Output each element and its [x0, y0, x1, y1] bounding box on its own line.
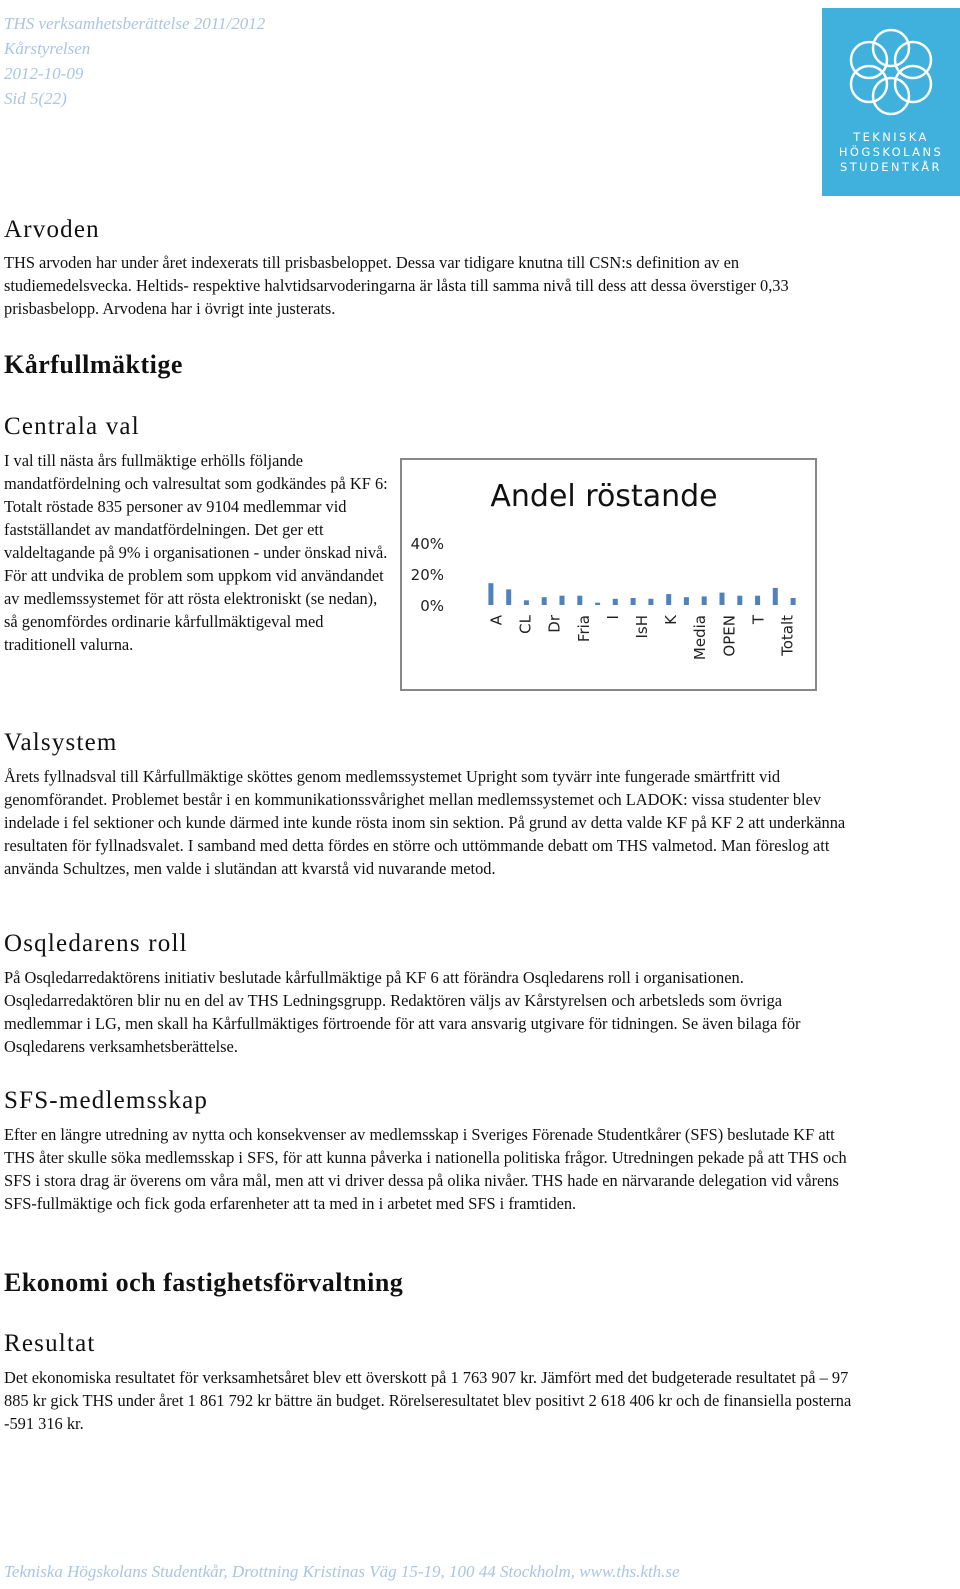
chart-canvas: [402, 460, 815, 689]
paragraph-arvoden: THS arvoden har under året indexerats till prisbasbeloppet. Dessa var tidigare knutna till CSN:s definition av en studiemedelsvecka. Heltids- respektive halvtidsarvoderingarna är låsta till samma nivå till dess att dessa överstiger 0,33 prisbasbelopp. Arvodena har i övrigt inte justerats.: [4, 253, 789, 318]
chart-title: Andel röstande: [490, 479, 718, 514]
bar: [702, 596, 707, 605]
ths-logo: [822, 8, 960, 196]
y-tick-label: 0%: [420, 597, 444, 615]
category-label: Fria: [574, 615, 593, 643]
bar: [720, 593, 725, 605]
bar: [542, 597, 547, 605]
heading-ekonomi: Ekonomi och fastighetsförvaltning: [4, 1268, 404, 1297]
category-label: IsH: [633, 615, 651, 639]
heading-centrala-val: Centrala val: [4, 413, 140, 440]
paragraph-sfs: Efter en längre utredning av nytta och konsekvenser av medlemsskap i Sveriges Förenade Studentkårer (SFS) beslutade KF att THS åter skulle söka medlemsskap i SFS, för att kunna påverka i nationella politiska frågor. Utredningen pekade på att THS och SFS i stora drag är överens om våra mål, men att vi driver dessa på olika nivåer. THS hade en närvarande delegation vid vårens SFS-fullmäktige och fick goda erfarenheter att ta med in i arbetet med SFS i framtiden.: [4, 1125, 847, 1213]
page-number: Sid 5(22): [4, 89, 67, 108]
document-header: [4, 11, 265, 111]
logo-line: HÖGSKOLANS: [838, 145, 944, 159]
heading-arvoden: Arvoden: [4, 216, 100, 243]
bar: [737, 596, 742, 605]
heading-valsystem: Valsystem: [4, 729, 118, 756]
category-label: OPEN: [720, 615, 739, 657]
paragraph-valsystem: Årets fyllnadsval till Kårfullmäktige sköttes genom medlemssystemet Upright som tyvärr inte fungerade smärtfritt vid genomförandet. Problemet består i en kommunikationssvårighet mellan medlemssystemet och LADOK: vissa studenter blev indelade i fel sektioner och kunde därmed inte kunde rösta inom sin sektion. På grund av detta valde KF på KF 2 att underkänna resultaten för fyllnadsvalet. I samband med detta fördes en större och uttömmande debatt om THS valmetod. Man föreslog att använda Schultzes, men valde i slutändan att kvarstå vid nuvarande metod.: [4, 767, 846, 878]
category-label: CL: [516, 615, 535, 634]
y-tick-label: 40%: [410, 534, 444, 553]
bar: [755, 596, 760, 605]
doc-title: THS verksamhetsberättelse 2011/2012: [4, 14, 266, 33]
bar: [560, 596, 565, 605]
category-label: Media: [691, 615, 710, 661]
heading-resultat: Resultat: [4, 1330, 96, 1357]
logo-text: [822, 130, 960, 175]
logo-line: STUDENTKÅR: [840, 160, 942, 174]
bar: [631, 598, 636, 605]
category-label: I: [603, 615, 622, 620]
bar: [666, 594, 671, 605]
bar: [773, 588, 778, 605]
bar: [488, 583, 493, 605]
paragraph-centrala-val: I val till nästa års fullmäktige erhölls följande mandatfördelning och valresultat som godkändes på KF 6: Totalt röstade 835 personer av 9104 medlemmar vid fastställandet av mandatfördelningen. Det ger ett valdeltagande på 9% i organisationen - under önskad nivå. För att undvika de problem som uppkom vid användandet av medlemssystemet för att rösta elektroniskt (se nedan), så genomfördes ordinarie kårfullmäktigeval med traditionell valurna.: [4, 451, 388, 654]
chart-andel-rostande: [400, 458, 817, 691]
doc-author: Kårstyrelsen: [4, 39, 91, 58]
heading-sfs: SFS-medlemsskap: [4, 1087, 209, 1114]
bar: [791, 598, 796, 605]
bar: [648, 599, 653, 605]
category-label: A: [487, 615, 506, 626]
bar: [506, 589, 511, 605]
category-label: Dr: [545, 615, 564, 633]
y-tick-label: 20%: [410, 565, 444, 584]
bar: [684, 597, 689, 605]
bar: [524, 600, 529, 605]
interlinked-rings-logo-icon: [822, 8, 960, 128]
paragraph-osqledarens-roll: På Osqledarredaktörens initiativ beslutade kårfullmäktige på KF 6 att förändra Osqledarens roll i organisationen. Osqledarredaktören blir nu en del av THS Ledningsgrupp. Redaktören väljs av Kårstyrelsen och arbetsleds som övriga medlemmar i LG, men skall ha Kårfullmäktiges förtroende för att vara ansvarig utgivare för tidningen. Se även bilaga för Osqledarens verksamhetsberättelse.: [4, 968, 801, 1056]
bar: [577, 596, 582, 605]
logo-line: TEKNISKA: [853, 130, 929, 144]
bar: [613, 599, 618, 605]
bar: [595, 603, 600, 605]
doc-date: 2012-10-09: [4, 64, 84, 83]
heading-karfullmaktige: Kårfullmäktige: [4, 350, 183, 379]
category-label: K: [662, 615, 681, 625]
page-footer: Tekniska Högskolans Studentkår, Drottning Kristinas Väg 15-19, 100 44 Stockholm, www.ths.kth.se: [4, 1562, 680, 1581]
heading-osqledarens-roll: Osqledarens roll: [4, 930, 188, 957]
category-label: T: [749, 615, 768, 625]
paragraph-resultat: Det ekonomiska resultatet för verksamhetsåret blev ett överskott på 1 763 907 kr. Jämfört med det budgeterade resultatet på – 97 885 kr gick THS under året 1 861 792 kr bättre än budget. Rörelseresultatet blev positivt 2 618 406 kr och de finansiella posterna -591 316 kr.: [4, 1368, 852, 1433]
category-label: Totalt: [778, 615, 797, 656]
